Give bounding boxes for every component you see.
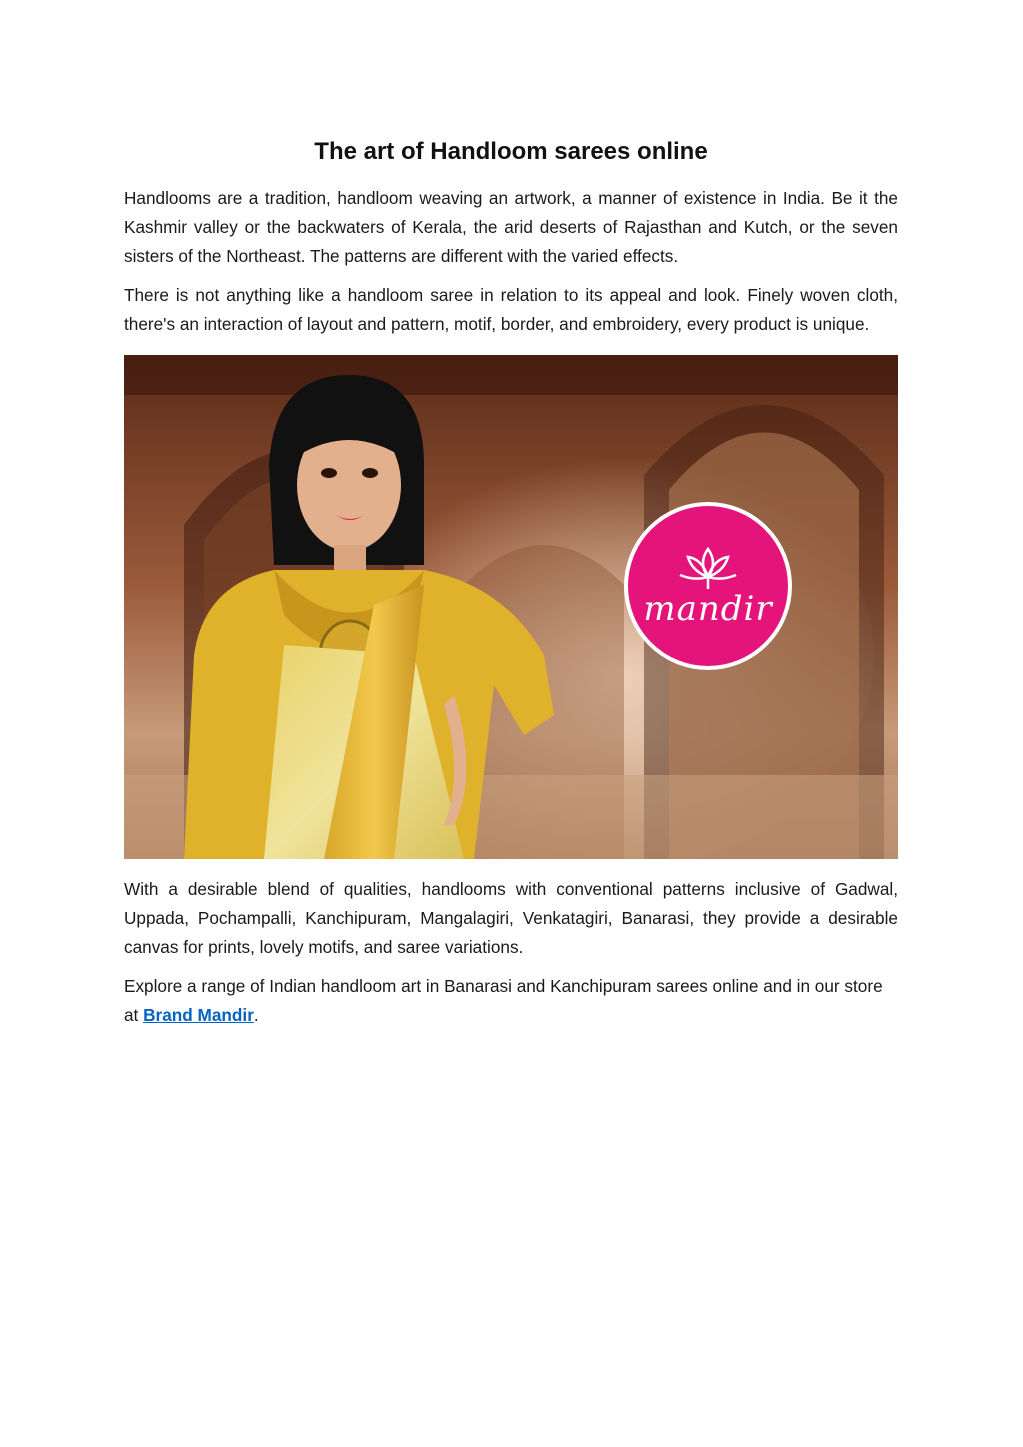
closing-text: Explore a range of Indian handloom art in Banarasi and Kanchipuram sarees online and in our store at: [124, 976, 883, 1025]
page-title: The art of Handloom sarees online: [314, 138, 708, 165]
brand-mandir-link[interactable]: Brand Mandir: [143, 1005, 254, 1025]
document-content: [124, 136, 898, 1040]
closing-period: .: [253, 1005, 259, 1025]
paragraph-intro: Handlooms are a tradition, handloom weaving an artwork, a manner of existence in India. Be it the Kashmir valley or the backwaters of Kerala, the arid deserts of Rajasthan and Kutch, or the seven sisters of the Northeast. The patterns are different with the varied effects.: [124, 188, 898, 266]
paragraph-qualities: With a desirable blend of qualities, handlooms with conventional patterns inclusive of Gadwal, Uppada, Pochampalli, Kanchipuram, Mangalagiri, Venkatagiri, Banarasi, they provide a desirable canvas for prints, lovely motifs, and saree variations.: [124, 879, 898, 957]
lotus-icon: [676, 545, 740, 589]
paragraph-appeal: There is not anything like a handloom saree in relation to its appeal and look. Finely woven cloth, there's an interaction of layout and pattern, motif, border, and embroidery, every product is unique.: [124, 285, 898, 334]
hero-image: [124, 355, 898, 859]
mandir-logo: [624, 502, 792, 670]
mandir-logo-text: mandir: [643, 589, 773, 629]
paragraph-closing: [124, 972, 898, 1030]
